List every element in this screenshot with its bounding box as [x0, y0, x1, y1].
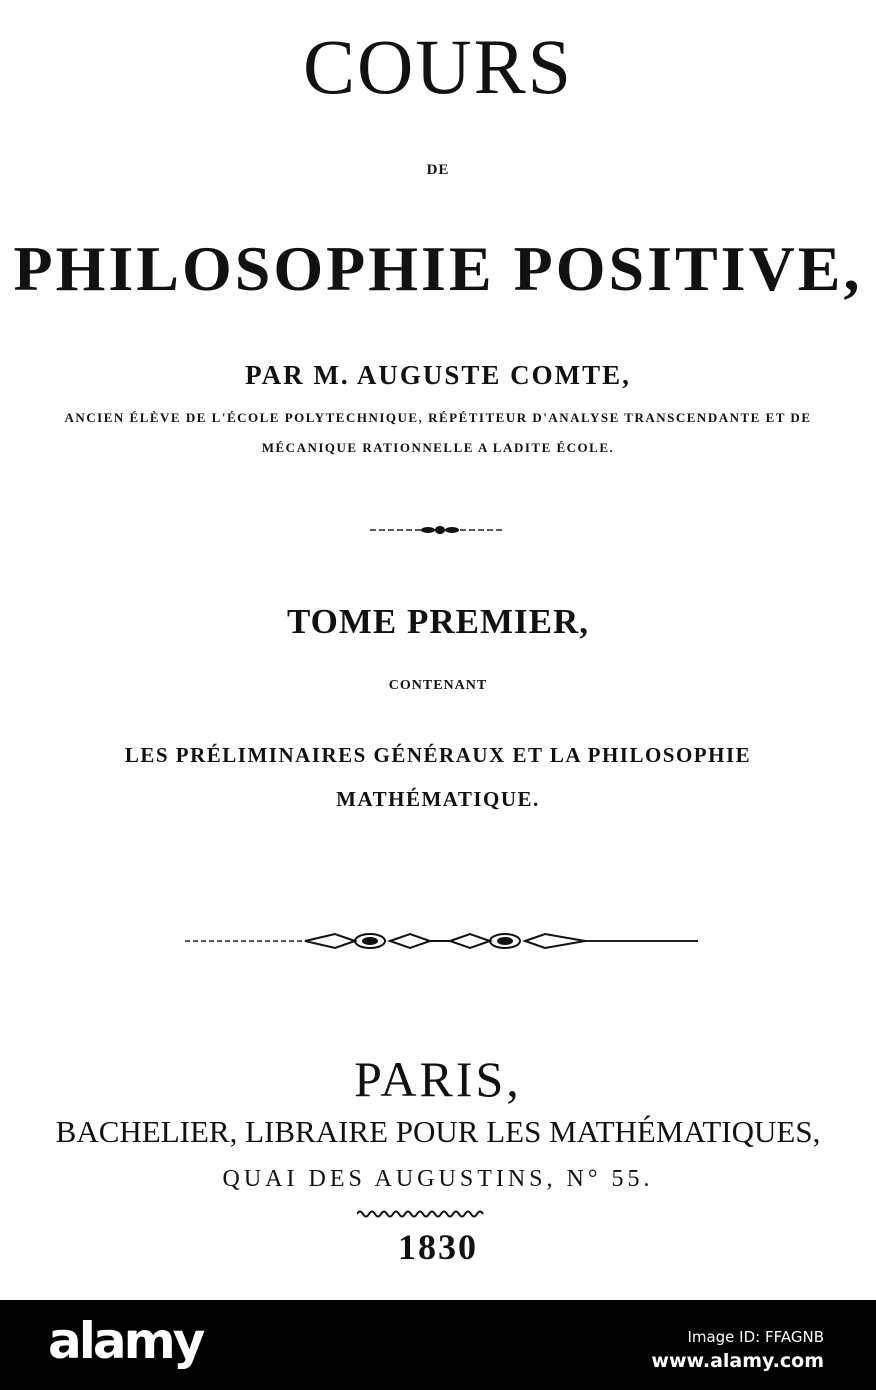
contents-line-2: MATHÉMATIQUE. — [336, 787, 540, 811]
publication-city: PARIS, — [354, 1051, 522, 1107]
small-ornament-divider — [370, 522, 505, 538]
watermark-site: www.alamy.com — [651, 1350, 824, 1372]
contents-line-1: LES PRÉLIMINAIRES GÉNÉRAUX ET LA PHILOSOPHIE — [124, 743, 752, 767]
author: PAR M. AUGUSTE COMTE, — [245, 360, 631, 390]
author-description-line-2: MÉCANIQUE RATIONNELLE A LADITE ÉCOLE. — [261, 440, 615, 455]
author-description-line-1: ANCIEN ÉLÈVE DE L'ÉCOLE POLYTECHNIQUE, RÉPÉTITEUR D'ANALYSE TRANSCENDANTE ET DE — [64, 410, 812, 425]
volume-title: TOME PREMIER, — [286, 602, 590, 641]
wavy-rule — [357, 1209, 487, 1219]
publisher-address: QUAI DES AUGUSTINS, N° 55. — [222, 1166, 654, 1192]
watermark-bar — [0, 1300, 876, 1390]
image-id: Image ID: FFAGNB — [687, 1328, 824, 1346]
title-main: PHILOSOPHIE POSITIVE, — [13, 233, 863, 304]
publication-year: 1830 — [398, 1227, 478, 1267]
containing-label: CONTENANT — [388, 678, 488, 693]
alamy-logo: alamy — [48, 1312, 203, 1370]
title-de: DE — [426, 162, 450, 178]
publisher: BACHELIER, LIBRAIRE POUR LES MATHÉMATIQUES, — [55, 1114, 821, 1149]
title-top: COURS — [302, 23, 574, 110]
large-ornament-divider — [185, 928, 698, 954]
